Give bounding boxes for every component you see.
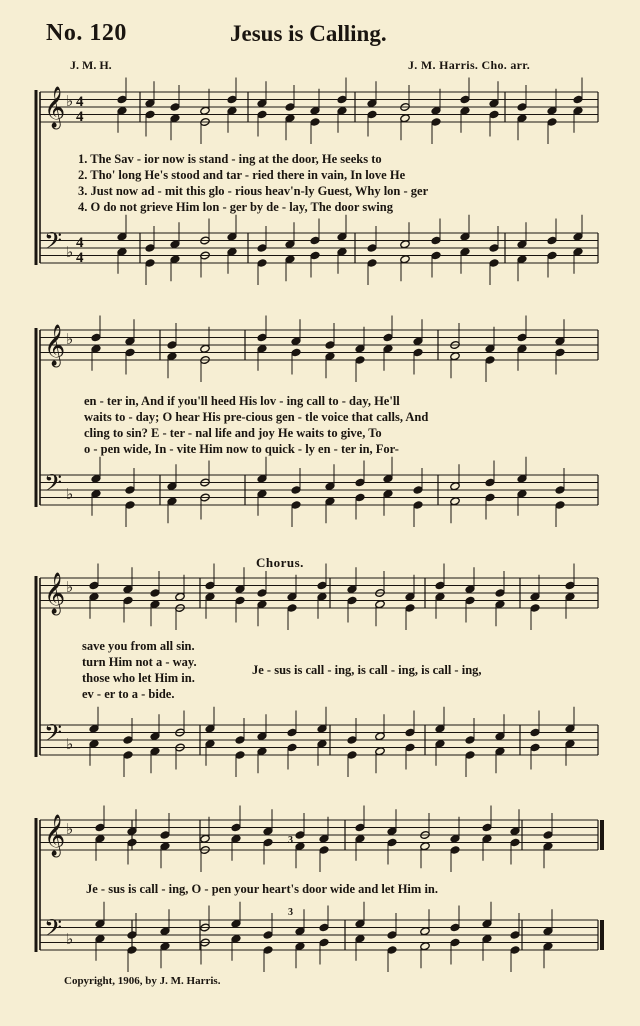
flat-key-signature: ♭ (66, 485, 74, 503)
verse-1-line-1: 1. The Sav - ior now is stand - ing at the door, He seeks to (78, 152, 382, 166)
verse-2-line-2: waits to - day; O hear His pre-cious gen - tle voice that calls, And (84, 410, 429, 424)
chorus-label: Chorus. (256, 555, 304, 570)
verse-4-ending: ev - er to a - bide. (82, 687, 175, 701)
verse-3-ending: those who let Him in. (82, 671, 195, 685)
time-signature-bottom: 4 (76, 250, 84, 266)
system-3-treble-clef: 𝄞 (44, 573, 66, 614)
verse-3-line-1: 3. Just now ad - mit this glo - rious heav'n-ly Guest, Why lon - ger (78, 184, 429, 198)
system-1-treble-clef: 𝄞 (44, 87, 66, 128)
system-4-treble-clef: 𝄞 (44, 815, 66, 856)
triplet-mark-upper: 3 (288, 835, 293, 846)
verse-1-line-2: en - ter in, And if you'll heed His lov - ing call to - day, He'll (84, 394, 400, 408)
system-2-bass-clef: 𝄢 (44, 469, 63, 502)
flat-key-signature: ♭ (66, 92, 74, 110)
verse-3-line-2: cling to sin? E - ter - nal life and joy He waits to give, To (84, 426, 382, 440)
flat-key-signature: ♭ (66, 820, 74, 838)
triplet-mark-lower: 3 (288, 907, 293, 918)
final-line-lyric: Je - sus is call - ing, O - pen your heart's door wide and let Him in. (86, 882, 438, 896)
flat-key-signature: ♭ (66, 243, 74, 261)
lyricist-credit: J. M. H. (70, 58, 112, 72)
verse-4-line-2: o - pen wide, In - vite Him now to quick - ly en - ter in, For- (84, 442, 399, 456)
flat-key-signature: ♭ (66, 578, 74, 596)
verse-1-ending: save you from all sin. (82, 639, 195, 653)
verse-2-ending: turn Him not a - way. (82, 655, 197, 669)
hymn-title: Jesus is Calling. (230, 21, 387, 46)
time-signature-bottom: 4 (76, 109, 84, 125)
time-signature-top: 4 (76, 94, 84, 110)
verse-2-line-1: 2. Tho' long He's stood and tar - ried there in vain, In love He (78, 168, 406, 182)
composer-credit: J. M. Harris. Cho. arr. (408, 58, 531, 72)
system-1-bass-clef: 𝄢 (44, 227, 63, 260)
system-4-bass-clef: 𝄢 (44, 914, 63, 947)
chorus-refrain: Je - sus is call - ing, is call - ing, is call - ing, (252, 663, 482, 677)
flat-key-signature: ♭ (66, 330, 74, 348)
hymn-number: No. 120 (46, 20, 127, 46)
time-signature-top: 4 (76, 235, 84, 251)
flat-key-signature: ♭ (66, 735, 74, 753)
flat-key-signature: ♭ (66, 930, 74, 948)
system-3-bass-clef: 𝄢 (44, 719, 63, 752)
copyright-notice: Copyright, 1906, by J. M. Harris. (64, 975, 221, 987)
system-2-treble-clef: 𝄞 (44, 325, 66, 366)
verse-4-line-1: 4. O do not grieve Him lon - ger by de - lay, The door swing (78, 200, 393, 214)
